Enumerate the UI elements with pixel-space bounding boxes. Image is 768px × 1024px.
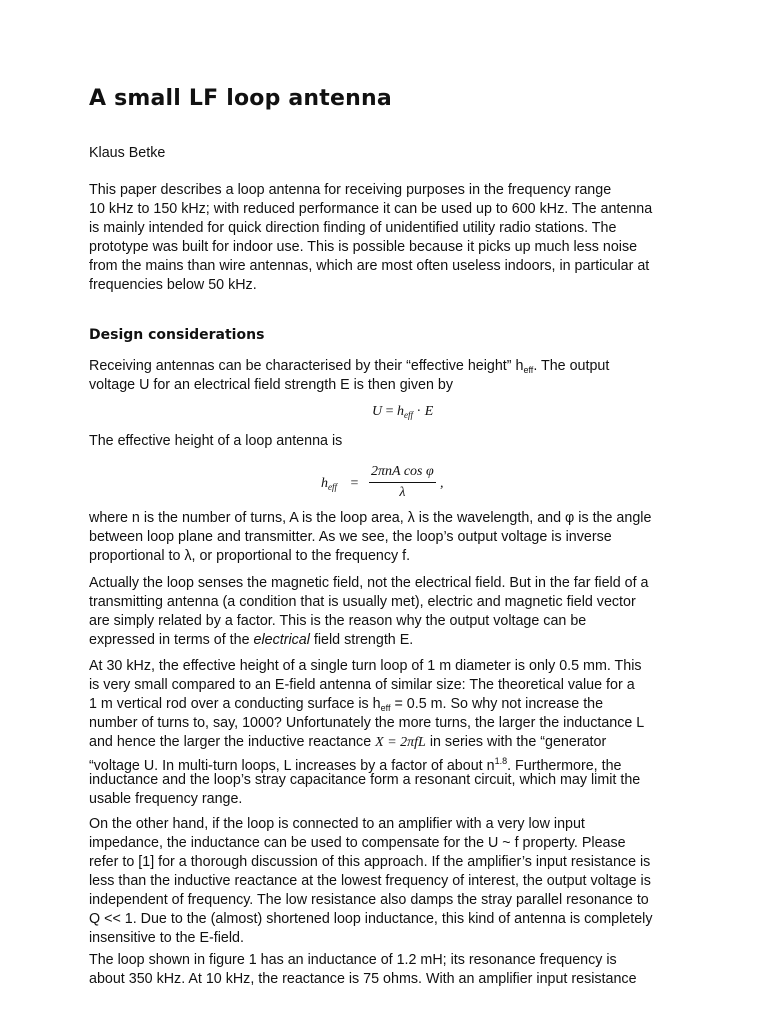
- text-run: = 0.5 m. So why not increase the: [390, 696, 604, 712]
- inline-equation: X = 2πfL: [375, 735, 426, 750]
- eq-denominator: λ: [399, 485, 406, 500]
- paragraph-figure-loop: [89, 951, 637, 989]
- text-line: is mainly intended for quick direction finding of unidentified utility radio stations. The: [89, 220, 617, 236]
- eq-lhs: [321, 476, 358, 492]
- text-line: are simply related by a factor. This is the reason why the output voltage can be: [89, 613, 587, 629]
- text-line: This paper describes a loop antenna for receiving purposes in the frequency range: [89, 182, 612, 198]
- text-run: . Furthermore, the: [507, 758, 622, 774]
- text-line: is very small compared to an E-field antenna of similar size: The theoretical value for a: [89, 677, 635, 693]
- text-line: [89, 733, 644, 752]
- text-line: about 350 kHz. At 10 kHz, the reactance is 75 ohms. With an amplifier input resistance: [89, 971, 637, 987]
- eq-symbol: h: [321, 476, 328, 491]
- paragraph-turns: [89, 657, 644, 809]
- text-line: between loop plane and transmitter. As we see, the loop’s output voltage is inverse: [89, 529, 612, 545]
- eq-symbol: ·: [416, 404, 422, 419]
- text-line: [89, 631, 649, 650]
- eq-symbol: U: [372, 404, 383, 419]
- abstract-paragraph: [89, 181, 652, 295]
- text-line: inductance and the loop’s stray capacitance form a resonant circuit, which may limit the: [89, 772, 641, 788]
- eq-symbol: h: [397, 404, 405, 419]
- emphasis: electrical: [253, 632, 310, 648]
- text-line: transmitting antenna (a condition that is usually met), electric and magnetic field vector: [89, 594, 636, 610]
- text-run: Receiving antennas can be characterised by their “effective height” h: [89, 358, 524, 374]
- author-name: Klaus Betke: [89, 145, 166, 161]
- text-line: proportional to λ, or proportional to the frequency f.: [89, 548, 411, 564]
- text-line: impedance, the inductance can be used to compensate for the U ~ f property. Please: [89, 835, 626, 851]
- text-line: refer to [1] for a thorough discussion of this approach. If the amplifier’s input resistance is: [89, 854, 651, 870]
- paragraph-amplifier: [89, 815, 652, 948]
- text-line: where n is the number of turns, A is the loop area, λ is the wavelength, and φ is the angle: [89, 510, 652, 526]
- eq-symbol: E: [424, 404, 434, 419]
- text-line: frequencies below 50 kHz.: [89, 277, 257, 293]
- text-line: The loop shown in figure 1 has an inductance of 1.2 mH; its resonance frequency is: [89, 952, 617, 968]
- text-line: [89, 752, 644, 774]
- text-run: “voltage U. In multi-turn loops, L increases by a factor of about n: [89, 758, 495, 774]
- text-run: expressed in terms of the: [89, 632, 254, 648]
- text-run: 1 m vertical rod over a conducting surface is h: [89, 696, 381, 712]
- paper-title: A small LF loop antenna: [89, 86, 392, 111]
- text-line: Q << 1. Due to the (almost) shortened loop inductance, this kind of antenna is completely: [89, 911, 653, 927]
- text-line: independent of frequency. The low resistance also damps the stray parallel resonance to: [89, 892, 649, 908]
- text-line: usable frequency range.: [89, 791, 243, 807]
- text-run: field strength E.: [309, 632, 414, 648]
- text-line: Actually the loop senses the magnetic field, not the electrical field. But in the far field of a: [89, 575, 649, 591]
- superscript: 1.8: [494, 756, 508, 766]
- eq-symbol: ,: [440, 476, 444, 491]
- text-line: number of turns to, say, 1000? Unfortunately the more turns, the larger the inductance L: [89, 715, 645, 731]
- section-heading: Design considerations: [89, 327, 265, 343]
- text-run: . The output: [533, 358, 610, 374]
- text-line: 10 kHz to 150 kHz; with reduced performance it can be used up to 600 kHz. The antenna: [89, 201, 653, 217]
- text-line: voltage U for an electrical field strength E is then given by: [89, 377, 453, 393]
- paragraph-magnetic-field: [89, 574, 649, 650]
- paragraph-effective-height: [89, 357, 609, 395]
- text-line: from the mains than wire antennas, which are most often useless indoors, in particular at: [89, 258, 650, 274]
- eq-symbol: =: [385, 404, 394, 419]
- text-line: On the other hand, if the loop is connected to an amplifier with a very low input: [89, 816, 585, 832]
- paragraph-variables: [89, 509, 651, 566]
- text-line: prototype was built for indoor use. This is possible because it picks up much less noise: [89, 239, 638, 255]
- paragraph-loop-height: The effective height of a loop antenna is: [89, 433, 343, 449]
- subscript: eff: [380, 703, 391, 713]
- text-run: and hence the larger the inductive reactance: [89, 734, 376, 750]
- text-line: At 30 kHz, the effective height of a single turn loop of 1 m diameter is only 0.5 mm. This: [89, 658, 642, 674]
- text-line: insensitive to the E-field.: [89, 930, 244, 946]
- text-line: [89, 357, 609, 376]
- text-line: [89, 695, 644, 714]
- equation-voltage: [372, 404, 433, 420]
- subscript: eff: [328, 482, 337, 492]
- text-line: less than the inductive reactance at the lowest frequency of interest, the output voltage is: [89, 873, 651, 889]
- subscript: eff: [523, 365, 534, 375]
- eq-fraction: [369, 464, 436, 501]
- eq-symbol: =: [350, 476, 359, 491]
- eq-numerator: 2πnA cos φ: [369, 464, 436, 483]
- subscript: eff: [404, 410, 414, 420]
- text-run: in series with the “generator: [425, 734, 607, 750]
